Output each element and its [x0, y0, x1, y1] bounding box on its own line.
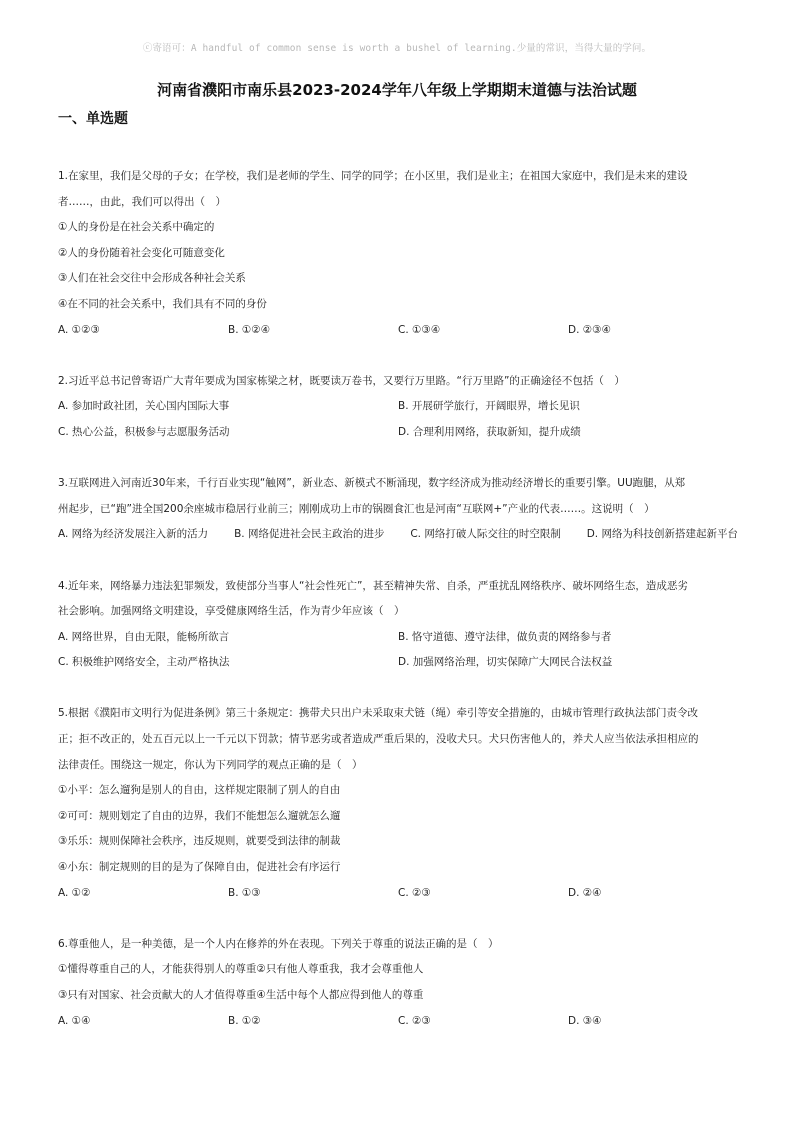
question-5	[58, 701, 738, 906]
page-title: 河南省濮阳市南乐县2023-2024学年八年级上学期期末道德与法治试题	[157, 81, 637, 99]
option-d[interactable]: D. 合理利用网络，获取新知，提升成绩	[398, 425, 581, 438]
header-motto: ⓒ寄语可：A handful of common sense is worth a bushel of learning.少量的常识，当得大量的学问。	[142, 43, 652, 54]
statement-item: ③只有对国家、社会贡献大的人才值得尊重④生活中每个人都应得到他人的尊重	[58, 989, 424, 1001]
statement-item: ③人们在社会交往中会形成各种社会关系	[58, 272, 246, 285]
option-a[interactable]: A. 网络世界，自由无限，能畅所欲言	[58, 630, 230, 643]
section-heading: 一、单选题	[58, 111, 128, 127]
option-a[interactable]: A. ①④	[58, 1014, 91, 1027]
option-d[interactable]: D. 加强网络治理，切实保障广大网民合法权益	[398, 656, 613, 669]
option-b[interactable]: B. ①②	[228, 1014, 261, 1027]
option-b[interactable]: B. 开展研学旅行，开阔眼界，增长见识	[398, 400, 580, 413]
question-6	[58, 932, 738, 1034]
option-d[interactable]: D. 网络为科技创新搭建起新平台	[586, 528, 738, 541]
question-stem-line: 3.互联网进入河南近30年来，千行百业实现“触网”，新业态、新模式不断涌现，数字经济成为推动经济增长的重要引擎。UU跑腿，从郑	[58, 477, 686, 490]
question-stem-line: 6.尊重他人，是一种美德，是一个人内在修养的外在表现。下列关于尊重的说法正确的是（ ）	[58, 937, 499, 950]
option-row	[58, 881, 738, 907]
question-stem-line: 1.在家里，我们是父母的子女；在学校，我们是老师的学生、同学的同学；在小区里，我们是业主；在祖国大家庭中，我们是未来的建设	[58, 170, 688, 182]
option-a[interactable]: A. 网络为经济发展注入新的活力	[58, 528, 209, 541]
question-4	[58, 574, 738, 676]
question-2	[58, 369, 738, 446]
option-b[interactable]: B. 恪守道德、遵守法律，做负责的网络参与者	[398, 630, 612, 643]
option-c[interactable]: C. ②③	[398, 1014, 431, 1027]
option-b[interactable]: B. 网络促进社会民主政治的进步	[234, 528, 385, 541]
option-row	[58, 522, 738, 548]
option-d[interactable]: D. ②④	[568, 886, 602, 899]
statement-item: ②可可：规则划定了自由的边界，我们不能想怎么遛就怎么遛	[58, 809, 341, 822]
option-c[interactable]: C. ②③	[398, 886, 431, 899]
option-b[interactable]: B. ①②④	[228, 323, 271, 336]
question-3	[58, 471, 738, 548]
question-1	[58, 164, 738, 343]
option-b[interactable]: B. ①③	[228, 886, 261, 899]
question-stem-line: 2.习近平总书记曾寄语广大青年要成为国家栋梁之材，既要读万卷书，又要行万里路。“行万里路”的正确途径不包括（ ）	[58, 374, 625, 387]
question-stem-line: 法律责任。围绕这一规定，你认为下列同学的观点正确的是（ ）	[58, 758, 363, 771]
option-d[interactable]: D. ②③④	[568, 323, 611, 336]
option-row	[58, 318, 738, 344]
option-c[interactable]: C. 积极维护网络安全，主动严格执法	[58, 656, 230, 669]
statement-item: ④在不同的社会关系中，我们具有不同的身份	[58, 297, 267, 310]
question-stem-line: 社会影响。加强网络文明建设，享受健康网络生活，作为青少年应该（ ）	[58, 605, 405, 618]
statement-item: ①小平：怎么遛狗是别人的自由，这样规定限制了别人的自由	[58, 784, 341, 797]
option-a[interactable]: A. 参加时政社团，关心国内国际大事	[58, 400, 230, 413]
option-c[interactable]: C. 网络打破人际交往的时空限制	[410, 528, 561, 541]
option-row	[58, 1009, 738, 1035]
statement-item: ①懂得尊重自己的人，才能获得别人的尊重②只有他人尊重我，我才会尊重他人	[58, 963, 424, 976]
option-d[interactable]: D. ③④	[568, 1014, 602, 1027]
question-stem-line: 州起步，已“跑”进全国200余座城市稳居行业前三；刚刚成功上市的锅圈食汇也是河南“互联网+”产业的代表……。这说明（ ）	[58, 502, 655, 515]
option-a[interactable]: A. ①②	[58, 886, 91, 899]
question-stem-line: 正；拒不改正的，处五百元以上一千元以下罚款；情节恶劣或者造成严重后果的，没收犬只。犬只伤害他人的，养犬人应当依法承担相应的	[58, 733, 699, 746]
statement-item: ①人的身份是在社会关系中确定的	[58, 221, 215, 234]
option-c[interactable]: C. 热心公益，积极参与志愿服务活动	[58, 425, 230, 438]
question-list	[58, 164, 738, 1060]
statement-item: ②人的身份随着社会变化可随意变化	[58, 246, 225, 259]
statement-item: ③乐乐：规则保障社会秩序，违反规则，就要受到法律的制裁	[58, 835, 341, 848]
question-stem-line: 者……，由此，我们可以得出（ ）	[58, 195, 226, 208]
option-a[interactable]: A. ①②③	[58, 323, 100, 336]
question-stem-line: 5.根据《濮阳市文明行为促进条例》第三十条规定：携带犬只出户未采取束犬链（绳）牵引等安全措施的，由城市管理行政执法部门责令改	[58, 707, 699, 720]
option-grid	[58, 394, 738, 445]
option-c[interactable]: C. ①③④	[398, 323, 441, 336]
statement-item: ④小东：制定规则的目的是为了保障自由，促进社会有序运行	[58, 861, 341, 874]
option-grid	[58, 625, 738, 676]
question-stem-line: 4.近年来，网络暴力违法犯罪频发，致使部分当事人“社会性死亡”，甚至精神失常、自杀，严重扰乱网络秩序、破坏网络生态，造成恶劣	[58, 579, 688, 592]
